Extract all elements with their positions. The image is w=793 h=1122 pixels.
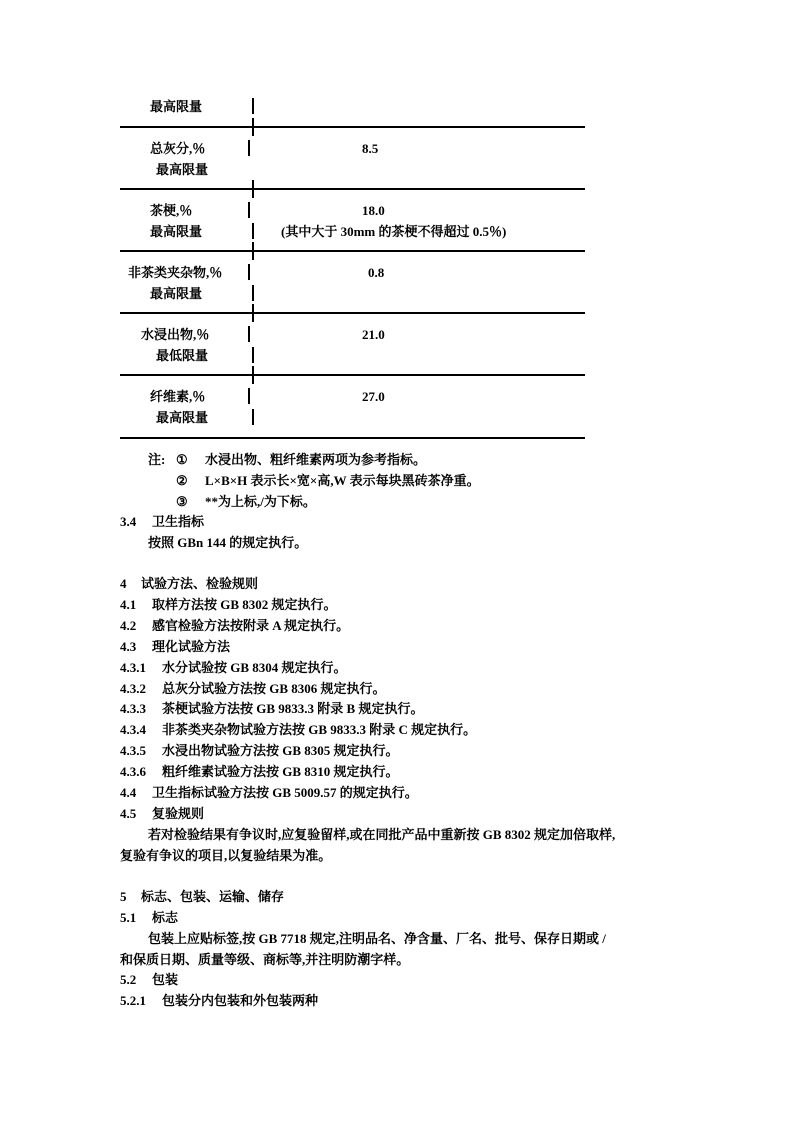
- table-divider: [248, 140, 250, 156]
- section-number: 5.1: [120, 910, 137, 925]
- clause-text: 水分试验按 GB 8304 规定执行。: [162, 660, 347, 675]
- table-divider: [252, 223, 254, 239]
- clause-text: 取样方法按 GB 8302 规定执行。: [152, 597, 337, 612]
- section-number: 4.3.3: [120, 701, 146, 716]
- section-number: 4.4: [120, 785, 137, 800]
- row-item: 总灰分,％: [150, 141, 206, 156]
- table-divider: [252, 98, 254, 114]
- paragraph-line: 若对检验结果有争议时,应复验留样,或在同批产品中重新按 GB 8302 规定加倍取样,: [148, 827, 616, 842]
- row-limit: 最高限量: [150, 224, 203, 239]
- table-divider: [252, 242, 254, 250]
- section-number: 5.2.1: [120, 993, 146, 1008]
- table-divider: [252, 366, 254, 374]
- note-text: **为上标,/为下标。: [205, 494, 316, 509]
- table-divider: [252, 128, 254, 136]
- table-divider: [252, 314, 254, 322]
- paragraph-line: 按照 GBn 144 的规定执行。: [148, 535, 308, 550]
- table-divider: [252, 118, 254, 126]
- section-number: 4: [120, 576, 127, 591]
- row-limit: 最高限量: [150, 286, 203, 301]
- section-number: 4.1: [120, 597, 137, 612]
- paragraph-line: 复验有争议的项目,以复验结果为准。: [120, 848, 332, 863]
- clause-text: 标志: [152, 910, 179, 925]
- table-rule: [120, 374, 585, 376]
- row-value: 21.0: [362, 327, 385, 342]
- section-number: 5: [120, 889, 127, 904]
- table-divider: [252, 190, 254, 198]
- row-item: 茶梗,％: [150, 203, 193, 218]
- section-heading: 试验方法、检验规则: [141, 576, 259, 591]
- row-item: 水浸出物,％: [141, 327, 210, 342]
- row-item: 非茶类夹杂物,％: [128, 265, 223, 280]
- clause-text: 包装分内包装和外包装两种: [162, 993, 319, 1008]
- notes-label: 注:: [148, 452, 166, 467]
- clause-text: 理化试验方法: [152, 639, 231, 654]
- note-mark: ②: [176, 473, 188, 488]
- section-number: 4.3.4: [120, 722, 146, 737]
- note-mark: ③: [176, 494, 188, 509]
- section-number: 4.3.5: [120, 743, 146, 758]
- note-mark: ①: [176, 452, 188, 467]
- clause-text: 包装: [152, 972, 179, 987]
- section-number: 4.5: [120, 806, 137, 821]
- section-heading: 卫生指标: [152, 514, 205, 529]
- section-number: 4.2: [120, 618, 137, 633]
- top-limit-label: 最高限量: [149, 99, 202, 114]
- table-divider: [248, 388, 250, 404]
- clause-text: 茶梗试验方法按 GB 9833.3 附录 B 规定执行。: [162, 701, 424, 716]
- section-number: 5.2: [120, 972, 137, 987]
- row-value: 27.0: [362, 389, 385, 404]
- table-divider: [248, 202, 250, 218]
- row-limit: 最高限量: [156, 162, 209, 177]
- row-value-note: (其中大于 30mm 的茶梗不得超过 0.5％): [281, 224, 507, 239]
- table-rule: [120, 126, 585, 128]
- table-divider: [248, 264, 250, 280]
- clause-text: 复验规则: [152, 806, 205, 821]
- clause-text: 非茶类夹杂物试验方法按 GB 9833.3 附录 C 规定执行。: [162, 722, 477, 737]
- clause-text: 粗纤维素试验方法按 GB 8310 规定执行。: [162, 764, 399, 779]
- table-divider: [252, 252, 254, 260]
- clause-text: 总灰分试验方法按 GB 8306 规定执行。: [162, 681, 386, 696]
- clause-text: 感官检验方法按附录 A 规定执行。: [152, 618, 350, 633]
- note-text: L×B×H 表示长×宽×高,W 表示每块黑砖茶净重。: [205, 473, 480, 488]
- table-rule: [120, 437, 585, 439]
- row-value: 8.5: [362, 141, 379, 156]
- paragraph-line: 和保质日期、质量等级、商标等,并注明防潮字样。: [120, 952, 410, 967]
- clause-text: 水浸出物试验方法按 GB 8305 规定执行。: [162, 743, 399, 758]
- row-limit: 最高限量: [156, 410, 209, 425]
- row-limit: 最低限量: [156, 348, 209, 363]
- clause-text: 卫生指标试验方法按 GB 5009.57 的规定执行。: [152, 785, 418, 800]
- section-heading: 标志、包装、运输、储存: [141, 889, 285, 904]
- table-rule: [120, 312, 585, 314]
- paragraph-line: 包装上应贴标签,按 GB 7718 规定,注明品名、净含量、厂名、批号、保存日期或 /: [148, 931, 606, 946]
- table-rule: [120, 188, 585, 190]
- row-value: 0.8: [368, 265, 385, 280]
- section-number: 3.4: [120, 514, 137, 529]
- table-divider: [252, 409, 254, 425]
- row-value: 18.0: [362, 203, 385, 218]
- section-number: 4.3.2: [120, 681, 146, 696]
- note-text: 水浸出物、粗纤维素两项为参考指标。: [205, 452, 427, 467]
- section-number: 4.3.1: [120, 660, 146, 675]
- table-divider: [252, 347, 254, 363]
- row-item: 纤维素,％: [150, 389, 206, 404]
- section-number: 4.3.6: [120, 764, 146, 779]
- section-number: 4.3: [120, 639, 137, 654]
- table-divider: [252, 180, 254, 188]
- table-rule: [120, 250, 585, 252]
- table-divider: [248, 326, 250, 342]
- table-divider: [252, 376, 254, 384]
- table-divider: [252, 304, 254, 312]
- table-divider: [252, 285, 254, 301]
